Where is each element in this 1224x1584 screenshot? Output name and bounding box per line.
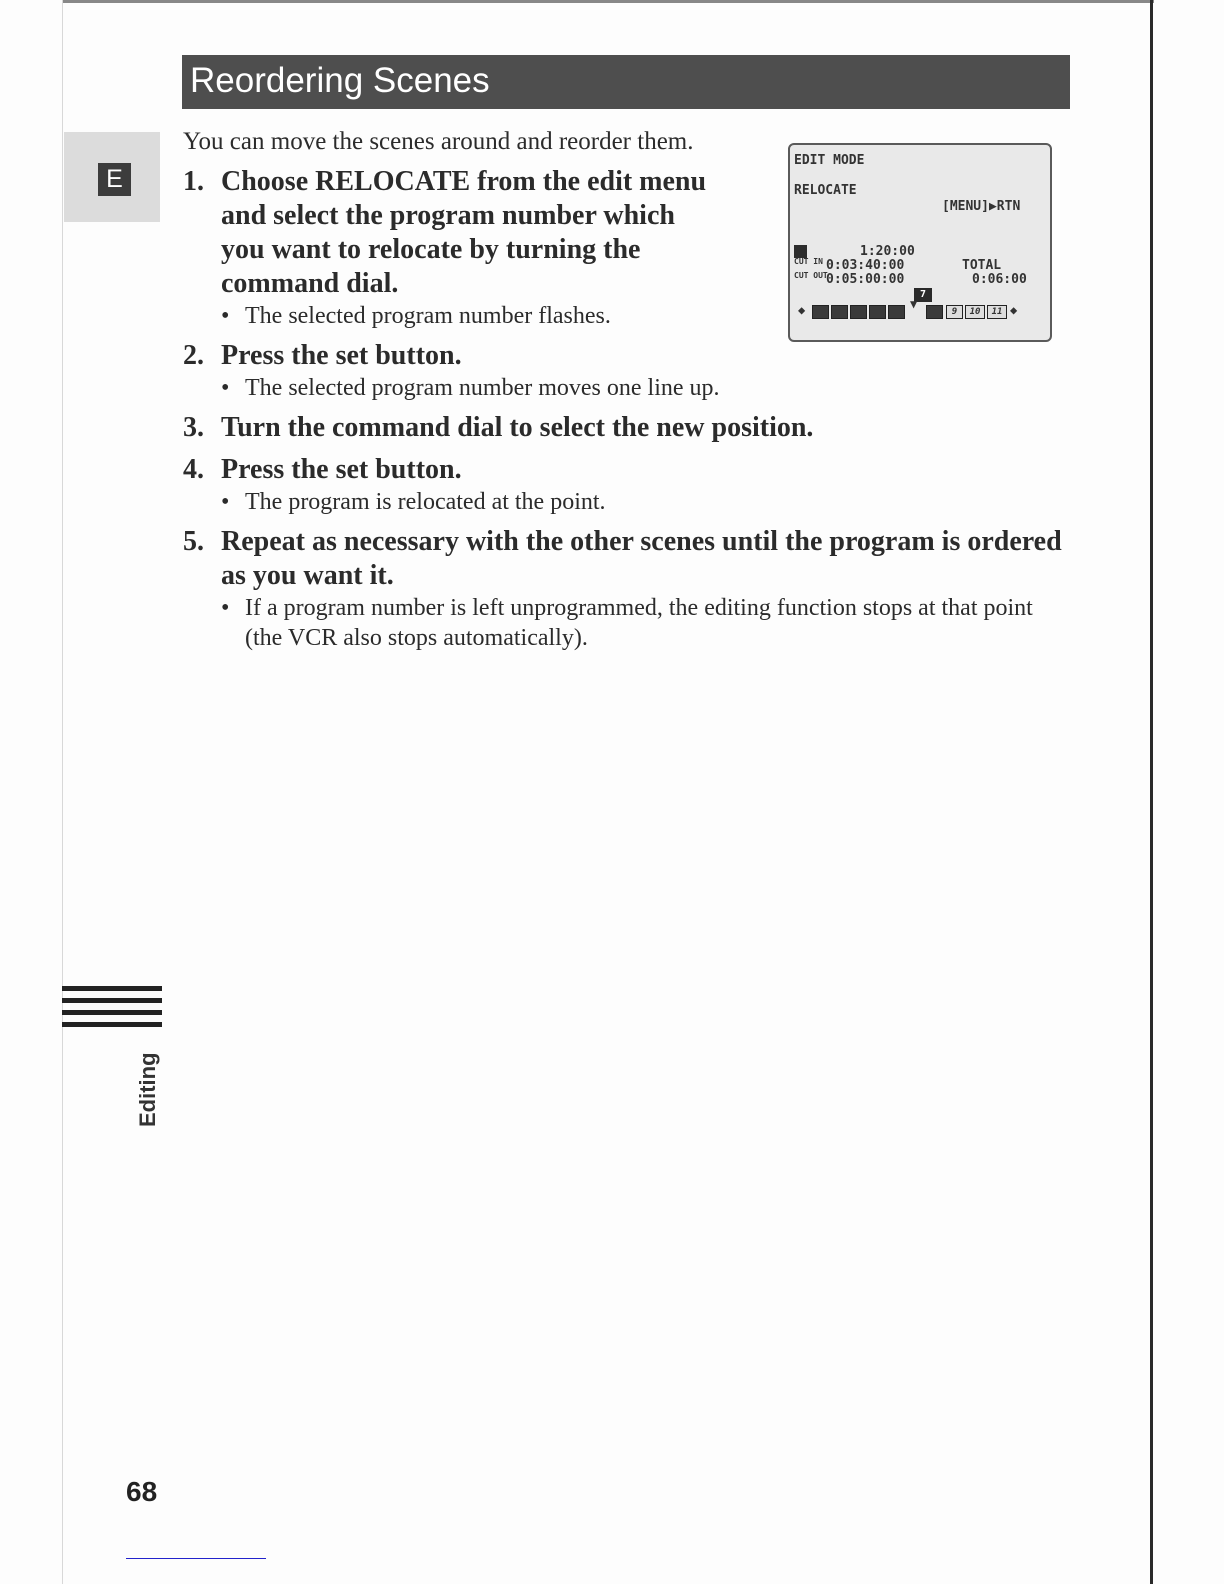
lcd-cut-in: 0:03:40:00	[826, 258, 905, 273]
step-title: Press the set button.	[221, 340, 462, 371]
section-bar	[62, 1010, 162, 1015]
lcd-cut-in-label: CUT IN	[794, 257, 823, 266]
lcd-cut-out: 0:05:00:00	[826, 272, 905, 287]
step-5	[183, 525, 1063, 653]
step-1	[183, 165, 1063, 331]
lcd-strip-right-arrow-icon: ◆	[1010, 303, 1018, 317]
page-number: 68	[126, 1476, 158, 1507]
lcd-strip-cell-label: 10	[965, 305, 985, 319]
step-number: 5.	[183, 526, 204, 557]
page-left-edge	[62, 0, 63, 1584]
step-title: Choose RELOCATE from the edit menu and select the program number which you want to relocate by turning the command dial.	[221, 166, 707, 299]
intro-text: You can move the scenes around and reorder them.	[183, 128, 694, 155]
step-title: Press the set button.	[221, 454, 462, 485]
step-note: • If a program number is left unprogrammed, the editing function stops at that point (the VCR also stops automatically).	[221, 593, 1063, 653]
section-bar	[62, 998, 162, 1003]
step-note: • The selected program number flashes.	[221, 301, 1063, 331]
bottom-rule	[126, 1558, 266, 1559]
lcd-selected-program: 7	[914, 288, 932, 302]
step-number: 3.	[183, 412, 204, 443]
lcd-strip-cell-label: 9	[946, 305, 963, 319]
step-number: 1.	[183, 166, 204, 197]
step-number: 2.	[183, 340, 204, 371]
step-title: Turn the command dial to select the new position.	[221, 412, 814, 443]
step-4	[183, 453, 1063, 517]
section-bar	[62, 1022, 162, 1027]
section-bar	[62, 986, 162, 991]
step-note: • The selected program number moves one line up.	[221, 373, 1063, 403]
instructions	[183, 126, 1063, 653]
language-tab-letter: E	[98, 163, 131, 196]
lcd-cut-out-label: CUT OUT	[794, 271, 828, 280]
lcd-insert-pointer-icon: ▼	[910, 297, 918, 311]
lcd-menu-return: [MENU]▶RTN	[942, 199, 1021, 214]
lcd-program-time: 1:20:00	[860, 244, 915, 259]
lcd-function: RELOCATE	[794, 183, 857, 198]
lcd-mode: EDIT MODE	[794, 153, 865, 168]
step-note: • The program is relocated at the point.	[221, 487, 1063, 517]
lcd-strip-left-arrow-icon: ◆	[798, 303, 806, 317]
lcd-total-label: TOTAL	[962, 258, 1002, 273]
lcd-strip-cell-label: 11	[987, 305, 1007, 319]
step-2	[183, 339, 1063, 403]
section-marker-bars	[62, 986, 162, 1034]
step-3	[183, 411, 1063, 445]
section-label: Editing	[135, 1052, 160, 1127]
top-rule	[62, 0, 1154, 3]
step-number: 4.	[183, 454, 204, 485]
page-right-edge	[1150, 0, 1153, 1584]
step-title: Repeat as necessary with the other scenes until the program is ordered as you want it.	[221, 526, 1062, 591]
lcd-total: 0:06:00	[972, 272, 1027, 287]
page-title: Reordering Scenes	[182, 55, 1070, 109]
